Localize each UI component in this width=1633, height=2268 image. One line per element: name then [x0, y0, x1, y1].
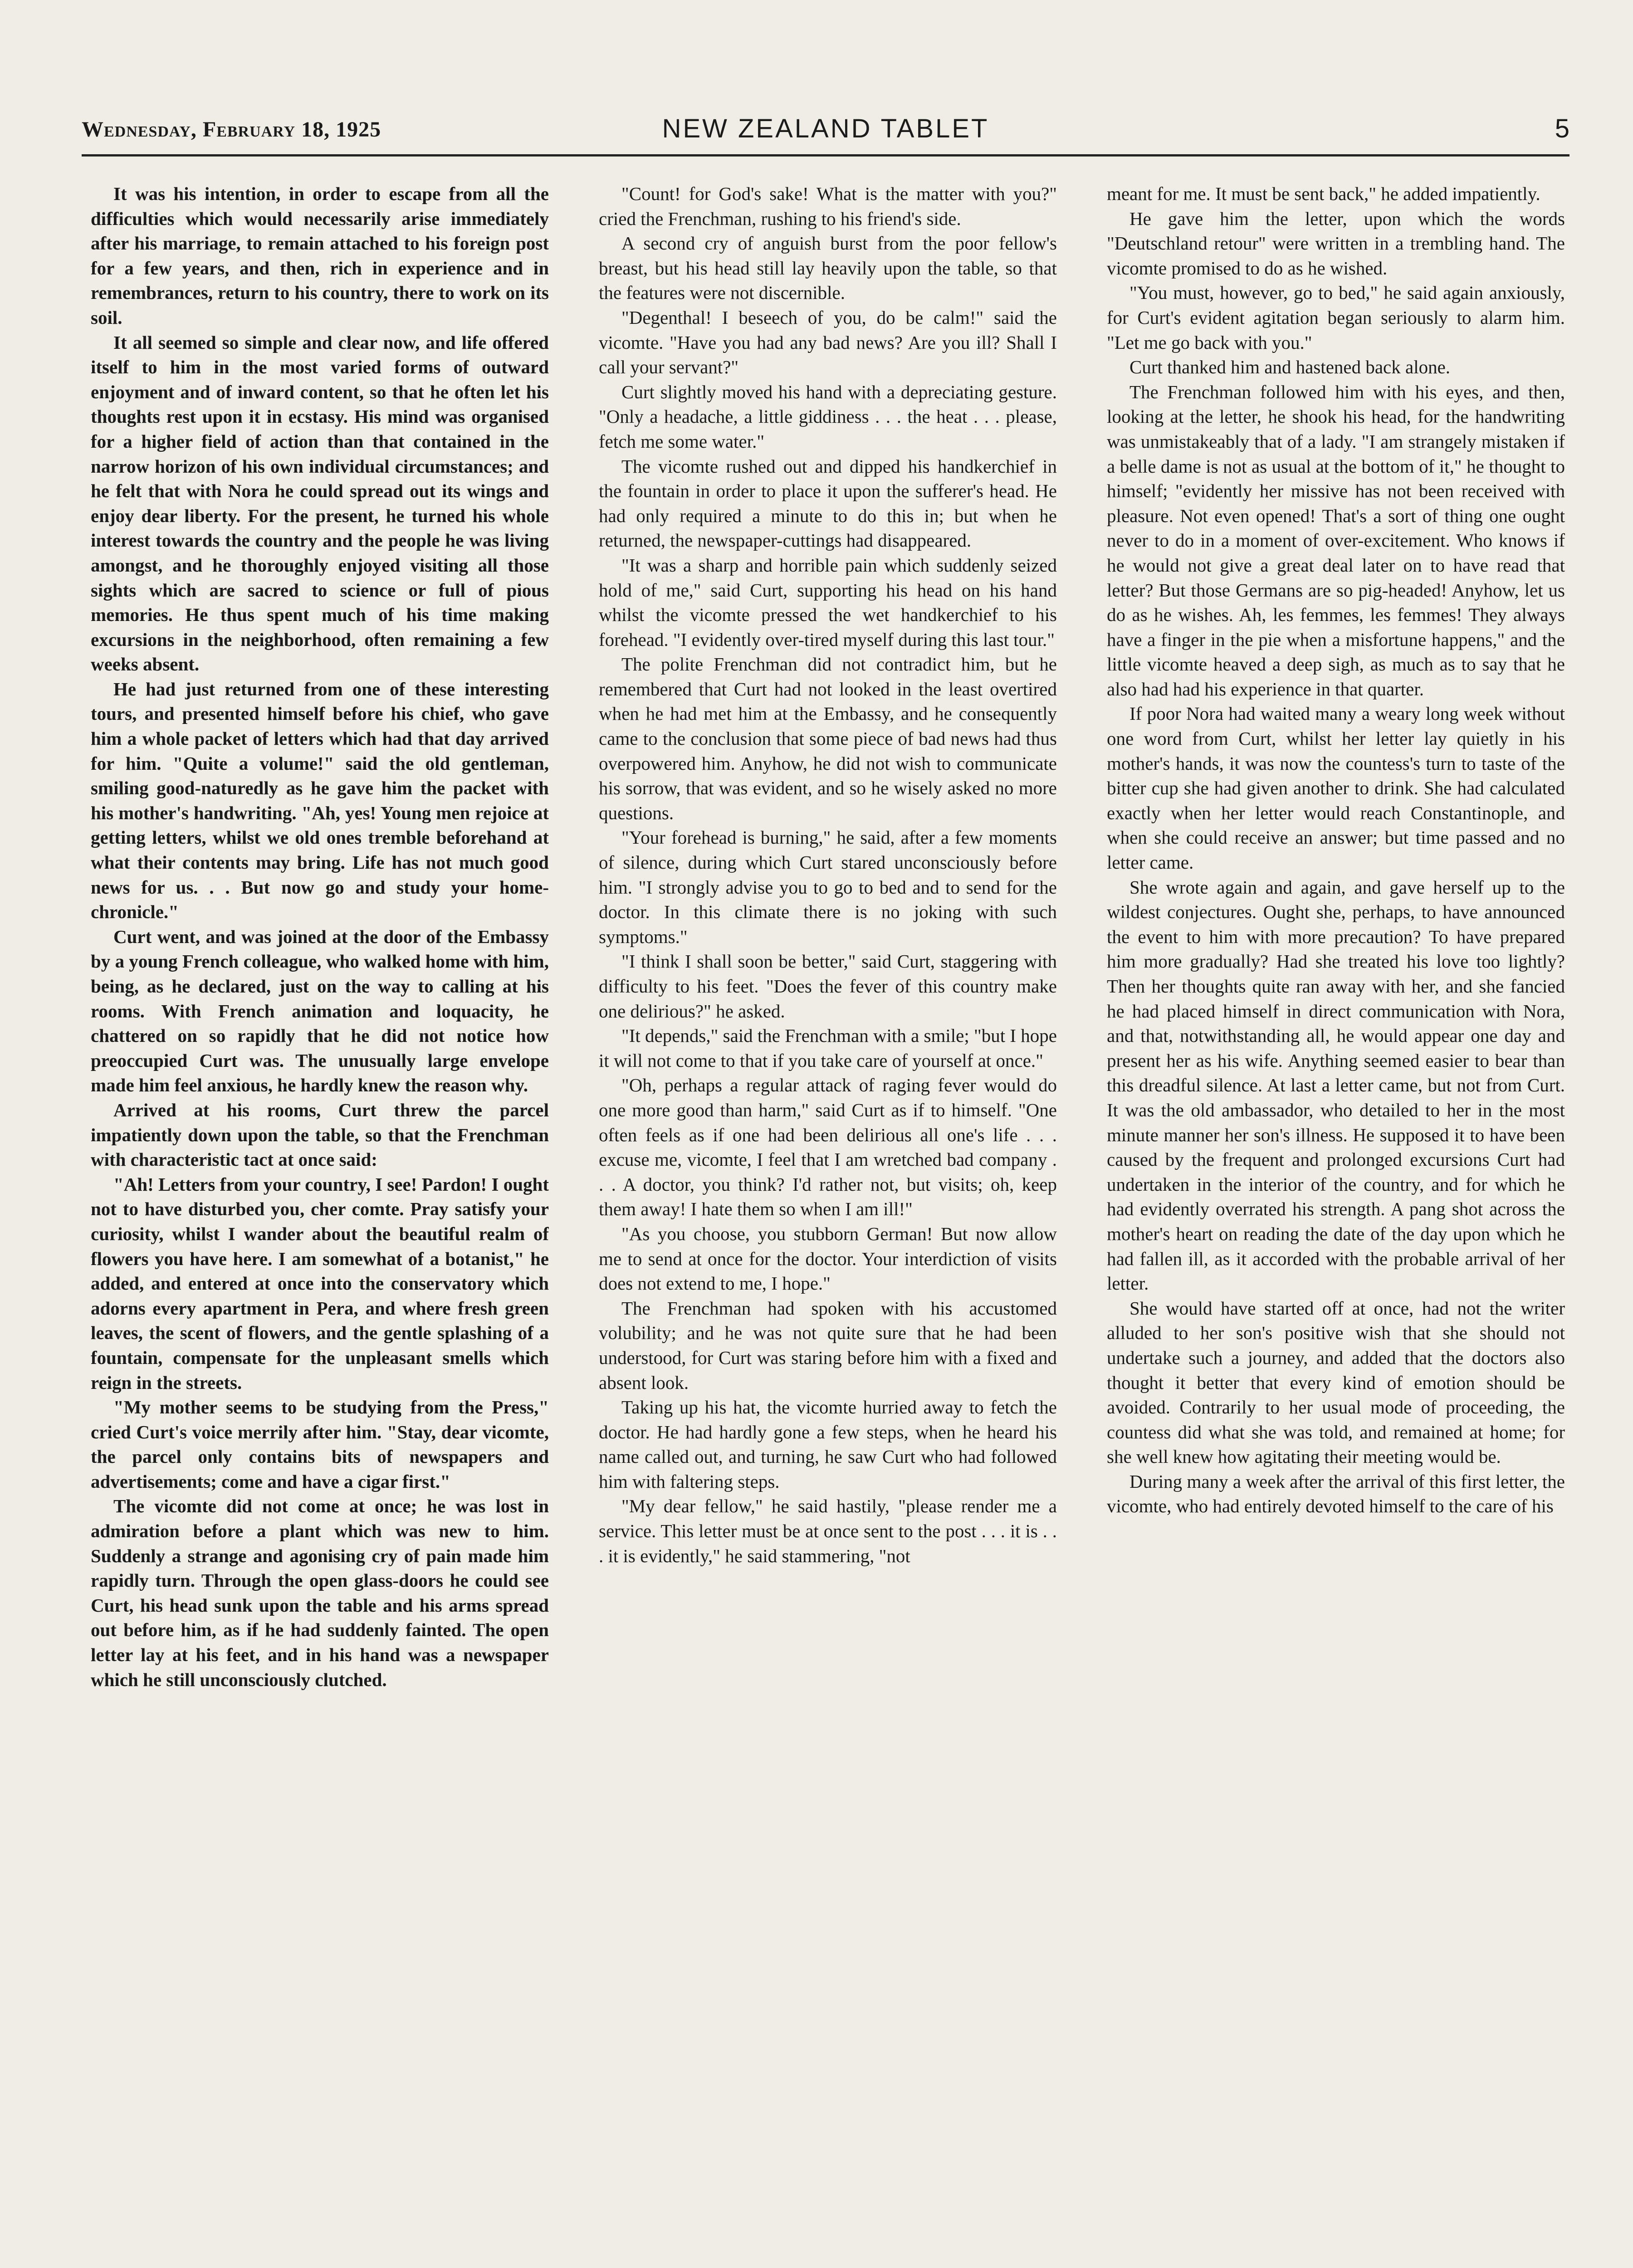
paragraph: "Ah! Letters from your country, I see! Pardon! I ought not to have disturbed you, cher comte. Pray satisfy your curiosity, whilst I wander about the beautiful realm of flowers you have here. I am somewhat of a botanist," he added, and entered at once into the conservatory which adorns every apartment in Pera, and where fresh green leaves, the scent of flowers, and the gentle splashing of a fountain, compensate for the unpleasant smells which reign in the streets. [91, 1173, 549, 1393]
page-header [82, 109, 1569, 150]
paragraph: "It was a sharp and horrible pain which suddenly seized hold of me," said Curt, supporting his head on his hand whilst the vicomte pressed the wet handkerchief to his forehead. "I evidently over-tired myself during this last tour." [599, 554, 1057, 650]
paragraph: Curt slightly moved his hand with a depreciating gesture. "Only a headache, a little giddiness . . . the heat . . . please, fetch me some water." [599, 381, 1057, 452]
paragraph: Curt thanked him and hastened back alone. [1129, 357, 1451, 378]
paragraph: She would have started off at once, had not the writer alluded to her son's positive wish that she should not undertake such a journey, and added that the doctors also thought it better that every kind of emotion should be avoided. Contrarily to her usual mode of proceeding, the countess did what she was told, and remained at home; for she well knew how agitating their meeting would be. [1107, 1297, 1565, 1467]
paragraph: He had just returned from one of these interesting tours, and presented himself before his chief, who gave him a whole packet of letters which had that day arrived for him. "Quite a volume!" said the old gentleman, smiling good-naturedly as he gave him the packet with his mother's handwriting. "Ah, yes! Young men rejoice at getting letters, whilst we old ones tremble beforehand at what their contents may bring. Life has not much good news for us. . . But now go and study your home-chronicle." [91, 678, 549, 923]
paragraph: "My mother seems to be studying from the Press," cried Curt's voice merrily after him. "Stay, dear vicomte, the parcel only contains bits of newspapers and advertisements; come and have a cigar first." [91, 1397, 549, 1492]
paragraph: "Degenthal! I beseech of you, do be calm!" said the vicomte. "Have you had any bad news? Are you ill? Shall I call your servant?" [599, 307, 1057, 378]
column-2 [599, 181, 1057, 2259]
paragraph: A second cry of anguish burst from the poor fellow's breast, but his head still lay heavily upon the table, so that the features were not discernible. [599, 233, 1057, 303]
paragraph: meant for me. It must be sent back," he added impatiently. [1107, 183, 1540, 204]
paragraph: "I think I shall soon be better," said Curt, staggering with difficulty to his feet. "Does the fever of this country make one delirious?" he asked. [599, 951, 1057, 1022]
column-1 [91, 181, 549, 2259]
paragraph: The Frenchman followed him with his eyes, and then, looking at the letter, he shook his head, for the handwriting was unmistakeably that of a lady. "I am strangely mistaken if a belle dame is not as usual at the bottom of it," he thought to himself; "evidently her missive has not been received with pleasure. Not even opened! That's a sort of thing one ought never to do in a moment of over-excitement. Who knows if he would not give a great deal later on to have read that letter? But those Germans are so pig-headed! Anyhow, let us do as he wishes. Ah, les femmes, les femmes! They always have a finger in the pie when a misfortune happens," and the little vicomte heaved a deep sigh, as much as to say that he also had had his experience in that quarter. [1107, 381, 1565, 699]
paragraph: "Oh, perhaps a regular attack of raging fever would do one more good than harm," said Curt as if to himself. "One often feels as if one had been delirious all one's life . . . excuse me, vicomte, I feel that I am wretched bad company . . . A doctor, you think? I'd rather not, but visits; oh, keep them away! I hate them so when I am ill!" [599, 1075, 1057, 1220]
paragraph: "You must, however, go to bed," he said again anxiously, for Curt's evident agitation began seriously to alarm him. "Let me go back with you." [1107, 282, 1565, 353]
paragraph: Arrived at his rooms, Curt threw the parcel impatiently down upon the table, so that the Frenchman with characteristic tact at once said: [91, 1099, 549, 1170]
paragraph: She wrote again and again, and gave herself up to the wildest conjectures. Ought she, perhaps, to have announced the event to him with more precaution? To have prepared him more gradually? Had she treated his love too lightly? Then her thoughts quite ran away with her, and she fancied he had placed himself in direct communication with Nora, and that, notwithstanding all, he would appear one day and present her as his wife. Anything seemed easier to bear than this dreadful silence. At last a letter came, but not from Curt. It was the old ambassador, who detailed to her in the most minute manner her son's illness. He supposed it to have been caused by the frequent and prolonged excursions Curt had undertaken in the interior of the country, and for which he had evidently overrated his strength. A pang shot across the mother's heart on reading the date of the day upon which he had fallen ill, as it accorded with the probable arrival of her letter. [1107, 876, 1565, 1294]
masthead: NEW ZEALAND TABLET [662, 114, 989, 143]
paragraph: Taking up his hat, the vicomte hurried away to fetch the doctor. He had hardly gone a few steps, when he heard his name called out, and turning, he saw Curt who had followed him with faltering steps. [599, 1397, 1057, 1492]
paragraph: "It depends," said the Frenchman with a smile; "but I hope it will not come to that if you take care of yourself at once." [599, 1025, 1057, 1071]
paragraph: He gave him the letter, upon which the words "Deutschland retour" were written in a trembling hand. The vicomte promised to do as he wished. [1107, 208, 1565, 279]
header-rule [82, 154, 1569, 156]
paragraph: The vicomte rushed out and dipped his handkerchief in the fountain in order to place it upon the sufferer's head. He had only required a minute to do this in; but when he returned, the newspaper-cuttings had disappeared. [599, 455, 1057, 551]
column-3 [1107, 181, 1565, 2259]
paragraph: The vicomte did not come at once; he was lost in admiration before a plant which was new to him. Suddenly a strange and agonising cry of pain made him rapidly turn. Through the open glass-doors he could see Curt, his head sunk upon the table and his arms spread out before him, as if he had suddenly fainted. The open letter lay at his feet, and in his hand was a newspaper which he still unconsciously clutched. [91, 1496, 549, 1690]
paragraph: If poor Nora had waited many a weary long week without one word from Curt, whilst her letter lay quietly in his mother's hands, it was now the countess's turn to taste of the bitter cup she had given another to drink. She had calculated exactly when her letter would reach Constantinople, and when she could receive an answer; but time passed and no letter came. [1107, 703, 1565, 873]
paragraph: Curt went, and was joined at the door of the Embassy by a young French colleague, who walked home with him, being, as he declared, just on the way to calling at his rooms. With French animation and loquacity, he chattered on so rapidly that he did not notice how preoccupied Curt was. The unusually large envelope made him feel anxious, he hardly knew the reason why. [91, 926, 549, 1096]
paragraph: "My dear fellow," he said hastily, "please render me a service. This letter must be at once sent to the post . . . it is . . . it is evidently," he said stammering, "not [599, 1496, 1057, 1566]
paragraph: "Count! for God's sake! What is the matter with you?" cried the Frenchman, rushing to his friend's side. [599, 183, 1057, 229]
paragraph: "Your forehead is burning," he said, after a few moments of silence, during which Curt stared unconsciously before him. "I strongly advise you to go to bed and to send for the doctor. In this climate there is no joking with such symptoms." [599, 827, 1057, 947]
paragraph: The Frenchman had spoken with his accustomed volubility; and he was not quite sure that he had been understood, for Curt was staring before him with a fixed and absent look. [599, 1297, 1057, 1393]
issue-date: Wednesday, February 18, 1925 [82, 117, 381, 142]
paragraph: It was his intention, in order to escape from all the difficulties which would necessarily arise immediately after his marriage, to remain attached to his foreign post for a few years, and then, rich in experience and in remembrances, return to his country, there to work on its soil. [91, 183, 549, 328]
paragraph: During many a week after the arrival of this first letter, the vicomte, who had entirely devoted himself to the care of his [1107, 1471, 1565, 1517]
paragraph: It all seemed so simple and clear now, and life offered itself to him in the most varied forms of outward enjoyment and of inward content, so that he often let his thoughts rest upon it in ecstasy. His mind was organised for a higher field of action than that contained in the narrow horizon of his own individual circumstances; and he felt that with Nora he could spread out its wings and enjoy dear liberty. For the present, he turned his whole interest towards the country and the people he was living amongst, and he thoroughly enjoyed visiting all those sights which are sacred to science or full of pious memories. He thus spent much of his time making excursions in the neighborhood, often remaining a few weeks absent. [91, 332, 549, 675]
page-number: 5 [1555, 114, 1569, 143]
paragraph: The polite Frenchman did not contradict him, but he remembered that Curt had not looked in the least overtired when he had met him at the Embassy, and he consequently came to the conclusion that some piece of bad news had thus overpowered him. Anyhow, he did not wish to communicate his sorrow, that was evident, and so he wisely asked no more questions. [599, 654, 1057, 823]
paragraph: "As you choose, you stubborn German! But now allow me to send at once for the doctor. Your interdiction of visits does not extend to me, I hope." [599, 1223, 1057, 1294]
